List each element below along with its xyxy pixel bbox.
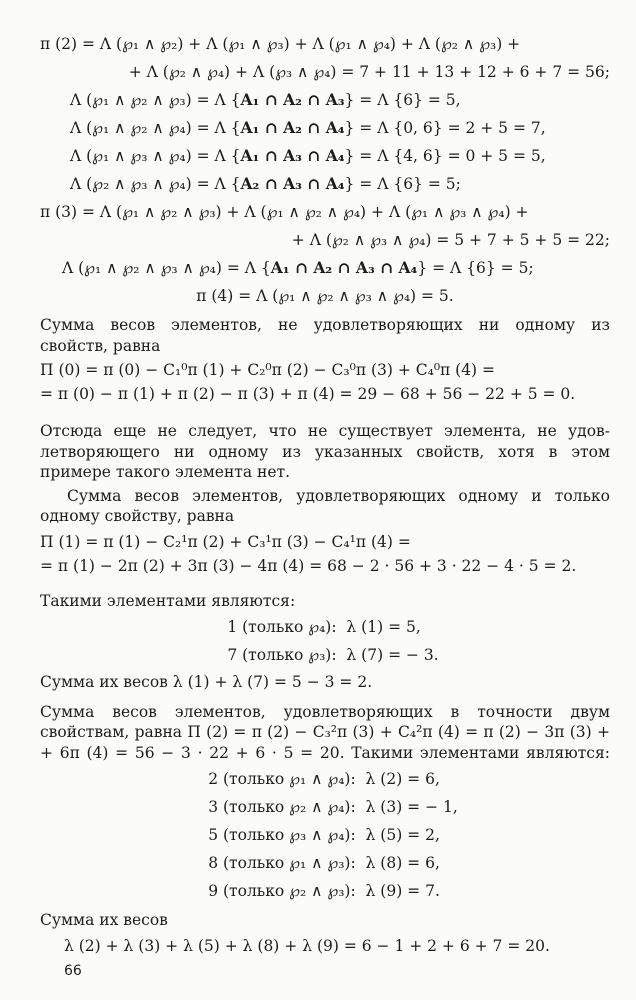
formula-lambda-p1p2p4 [40,114,610,142]
formula-Pi0 [40,358,610,406]
formula-final-weight-sum: λ (2) + λ (3) + λ (5) + λ (8) + λ (9) = 6 − 1 + 2 + 6 + 7 = 20. [64,936,550,955]
formula-pi3-line2: + Λ (℘₂ ∧ ℘₃ ∧ ℘₄) = 5 + 7 + 5 + 5 = 22; [291,231,610,249]
list-one-property-elements [40,613,610,669]
set-intersection-bold: A₂ ∩ A₃ ∩ A₄ [240,174,345,193]
formula-Pi0-line2: = π (0) − π (1) + π (2) − π (3) + π (4) = 29 − 68 + 56 − 22 + 5 = 0. [40,385,576,403]
paragraph-line: Сумма весов элементов, удовлетворяющих в точности двум [40,702,610,721]
list-inner [208,765,458,905]
paragraph-remark [40,421,610,483]
formula-pi2-line2: + Λ (℘₂ ∧ ℘₄) + Λ (℘₃ ∧ ℘₄) = 7 + 11 + 13 + 12 + 6 + 7 = 56; [128,63,610,81]
formula-pi4: π (4) = Λ (℘₁ ∧ ℘₂ ∧ ℘₃ ∧ ℘₄) = 5. [196,287,454,305]
paragraph-line: Отсюда еще не следует, что не существует элемента, не удов- [40,422,610,440]
paragraph-line: + 6π (4) = 56 − 3 · 22 + 6 · 5 = 20. Такими элементами являются: [40,743,610,762]
paragraph-line: Сумма весов элементов, удовлетворяющих одному и только [67,486,610,505]
paragraph-their-weight-sum-two: Сумма их весов [40,911,168,929]
paragraph-sum-two-properties [40,702,610,764]
formula-segment: Λ (℘₁ ∧ ℘₃ ∧ ℘₄) = Λ { [70,147,241,165]
formula-lambda-p1p2p3 [40,86,610,114]
formula-pi2-line1: π (2) = Λ (℘₁ ∧ ℘₂) + Λ (℘₁ ∧ ℘₃) + Λ (℘₁ ∧ ℘₄) + Λ (℘₂ ∧ ℘₃) + [40,35,521,53]
formula-Pi0-line1: П (0) = π (0) − C₁⁰π (1) + C₂⁰π (2) − C₃⁰π (3) + C₄⁰π (4) = [40,361,496,379]
set-intersection-bold: A₁ ∩ A₂ ∩ A₄ [240,118,345,137]
set-intersection-bold: A₁ ∩ A₂ ∩ A₃ ∩ A₄ [270,258,418,277]
formula-segment: } = Λ {6} = 5; [344,175,461,193]
formula-segment: Λ (℘₁ ∧ ℘₂ ∧ ℘₃ ∧ ℘₄) = Λ { [62,259,271,277]
formula-segment: } = Λ {6} = 5; [417,259,534,277]
formula-segment: Λ (℘₁ ∧ ℘₂ ∧ ℘₄) = Λ { [70,119,241,137]
formula-segment: Λ (℘₁ ∧ ℘₂ ∧ ℘₃) = Λ { [70,91,241,109]
list-item: 5 (только ℘₃ ∧ ℘₄): λ (5) = 2, [208,826,440,844]
formula-lambda-p1p2p3p4 [40,254,610,282]
formula-lambda-p1p3p4 [40,142,610,170]
set-intersection-bold: A₁ ∩ A₂ ∩ A₃ [240,90,345,109]
paragraph-line: Сумма весов элементов, не удовлетворяющих ни одному из [40,316,610,334]
formula-lambda-p2p3p4 [40,170,610,198]
paragraph-line: одному свойству, равна [40,507,235,525]
paragraph-sum-no-property [40,315,610,356]
list-two-property-elements [40,765,610,905]
paragraph-their-weight-sum-one: Сумма их весов λ (1) + λ (7) = 5 − 3 = 2. [40,673,373,691]
formula-segment: } = Λ {6} = 5, [344,91,461,109]
formula-segment: } = Λ {0, 6} = 2 + 5 = 7, [344,119,546,137]
paragraph-line: свойствам, равна П (2) = π (2) − C₃²π (3) + C₄²π (4) = π (2) − 3π (3) + [40,723,610,741]
paragraph-line: летворяющего ни одному из указанных свойств, хотя в этом [40,442,610,461]
list-item: 3 (только ℘₂ ∧ ℘₄): λ (3) = − 1, [208,798,458,816]
formula-Pi1 [40,530,610,578]
set-intersection-bold: A₁ ∩ A₃ ∩ A₄ [240,146,345,165]
list-item: 9 (только ℘₂ ∧ ℘₃): λ (9) = 7. [208,882,440,900]
formula-pi3-line1: π (3) = Λ (℘₁ ∧ ℘₂ ∧ ℘₃) + Λ (℘₁ ∧ ℘₂ ∧ ℘₄) + Λ (℘₁ ∧ ℘₃ ∧ ℘₄) + [40,203,529,221]
list-item: 2 (только ℘₁ ∧ ℘₄): λ (2) = 6, [208,770,440,788]
list-item: 7 (только ℘₃): λ (7) = − 3. [227,646,439,664]
page-number: 66 [64,962,82,979]
paragraph-such-elements-are: Такими элементами являются: [40,591,296,610]
formula-segment: } = Λ {4, 6} = 0 + 5 = 5, [344,147,546,165]
paragraph-line: свойств, равна [40,336,161,355]
formula-segment: Λ (℘₂ ∧ ℘₃ ∧ ℘₄) = Λ { [70,175,241,193]
paragraph-sum-one-property [40,486,610,527]
formula-block-pi-counts [40,30,610,310]
formula-Pi1-line1: П (1) = π (1) − C₂¹π (2) + C₃¹π (3) − C₄¹π (4) = [40,532,411,551]
paragraph-line: примере такого элемента нет. [40,463,291,481]
list-item: 8 (только ℘₁ ∧ ℘₃): λ (8) = 6, [208,854,440,872]
list-item: 1 (только ℘₄): λ (1) = 5, [227,618,421,636]
list-inner [227,613,438,669]
formula-Pi1-line2: = π (1) − 2π (2) + 3π (3) − 4π (4) = 68 − 2 · 56 + 3 · 22 − 4 · 5 = 2. [40,556,577,575]
